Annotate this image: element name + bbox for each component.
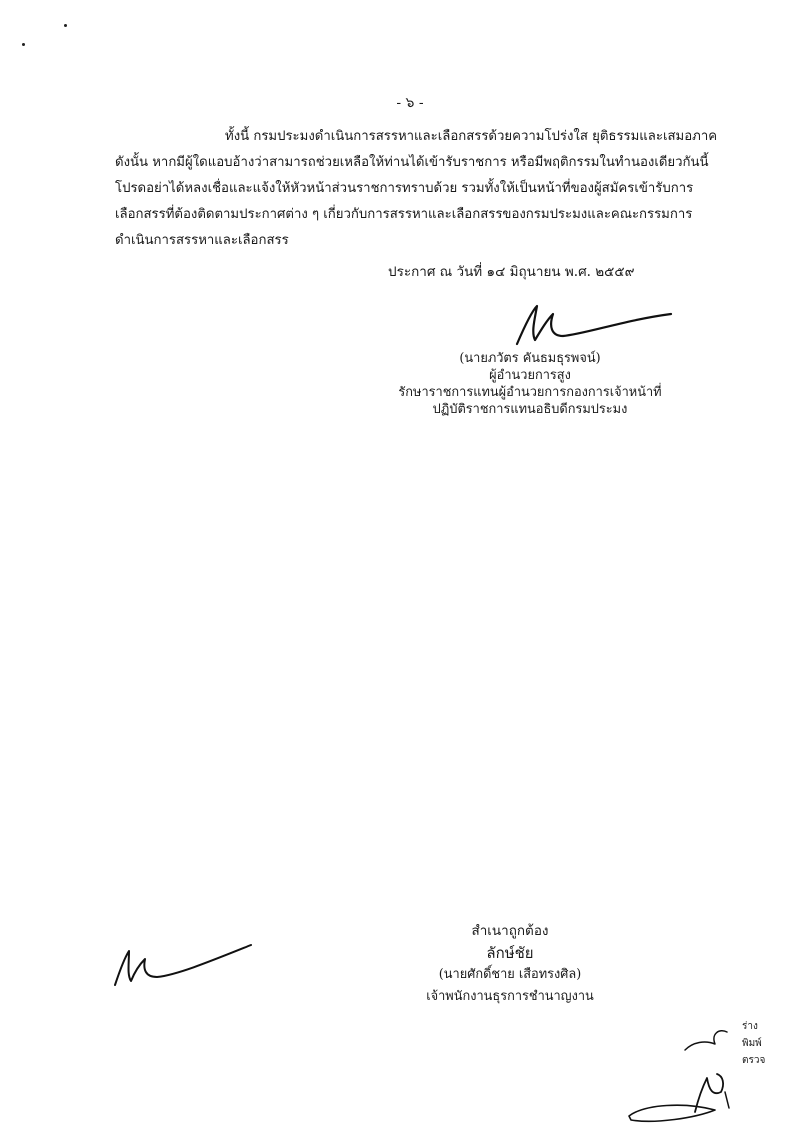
signatory-acting-line: รักษาราชการแทนผู้อำนวยการกองการเจ้าหน้าที่ [398, 385, 662, 400]
corner-mark-draft: ร่าง [742, 1021, 758, 1032]
body-line: ดังนั้น หากมีผู้ใดแอบอ้างว่าสามารถช่วยเหลือให้ท่านได้เข้ารับราชการ หรือมีพฤติกรรมในทำนองเดียวกันนี้ [115, 155, 709, 170]
body-line: โปรดอย่าได้หลงเชื่อและแจ้งให้หัวหน้าส่วนราชการทราบด้วย รวมทั้งให้เป็นหน้าที่ของผู้สมัครเข้ารับการ [115, 181, 694, 196]
page-number: - ๖ - [396, 95, 424, 111]
signatory-acting-line: ปฏิบัติราชการแทนอธิบดีกรมประมง [432, 402, 628, 417]
signatory-position: ผู้อำนวยการสูง [489, 368, 571, 383]
body-paragraph [115, 124, 745, 254]
initial-signature [105, 935, 255, 990]
certification-position: เจ้าพนักงานธุรการชำนาญงาน [426, 989, 594, 1004]
signatory-name: (นายภวัตร คันธมธุรพจน์) [459, 351, 601, 366]
scan-speck [22, 43, 25, 46]
signatory-block [380, 350, 680, 418]
corner-mark-check: ตรวจ [742, 1055, 766, 1066]
corner-mark-print: พิมพ์ [742, 1038, 762, 1049]
body-line: เลือกสรรที่ต้องติดตามประกาศต่าง ๆ เกี่ยวกับการสรรหาและเลือกสรรของกรมประมงและคณะกรรมการ [115, 207, 693, 222]
certification-block [390, 920, 630, 1008]
certification-handwritten-signature: ลักษ์ชัย [486, 944, 534, 962]
announcement-date: ประกาศ ณ วันที่ ๑๔ มิถุนายน พ.ศ. ๒๕๕๙ [388, 264, 635, 280]
scan-speck [64, 24, 67, 27]
signature [505, 300, 675, 350]
corner-initials [625, 1020, 745, 1130]
body-line: ทั้งนี้ กรมประมงดำเนินการสรรหาและเลือกสรรด้วยความโปร่งใส ยุติธรรมและเสมอภาค [225, 129, 718, 144]
certification-title: สำเนาถูกต้อง [471, 923, 549, 939]
certification-name: (นายศักดิ์ชาย เสือทรงศิล) [438, 967, 582, 982]
corner-marks [742, 1018, 765, 1069]
body-line: ดำเนินการสรรหาและเลือกสรร [115, 233, 289, 248]
